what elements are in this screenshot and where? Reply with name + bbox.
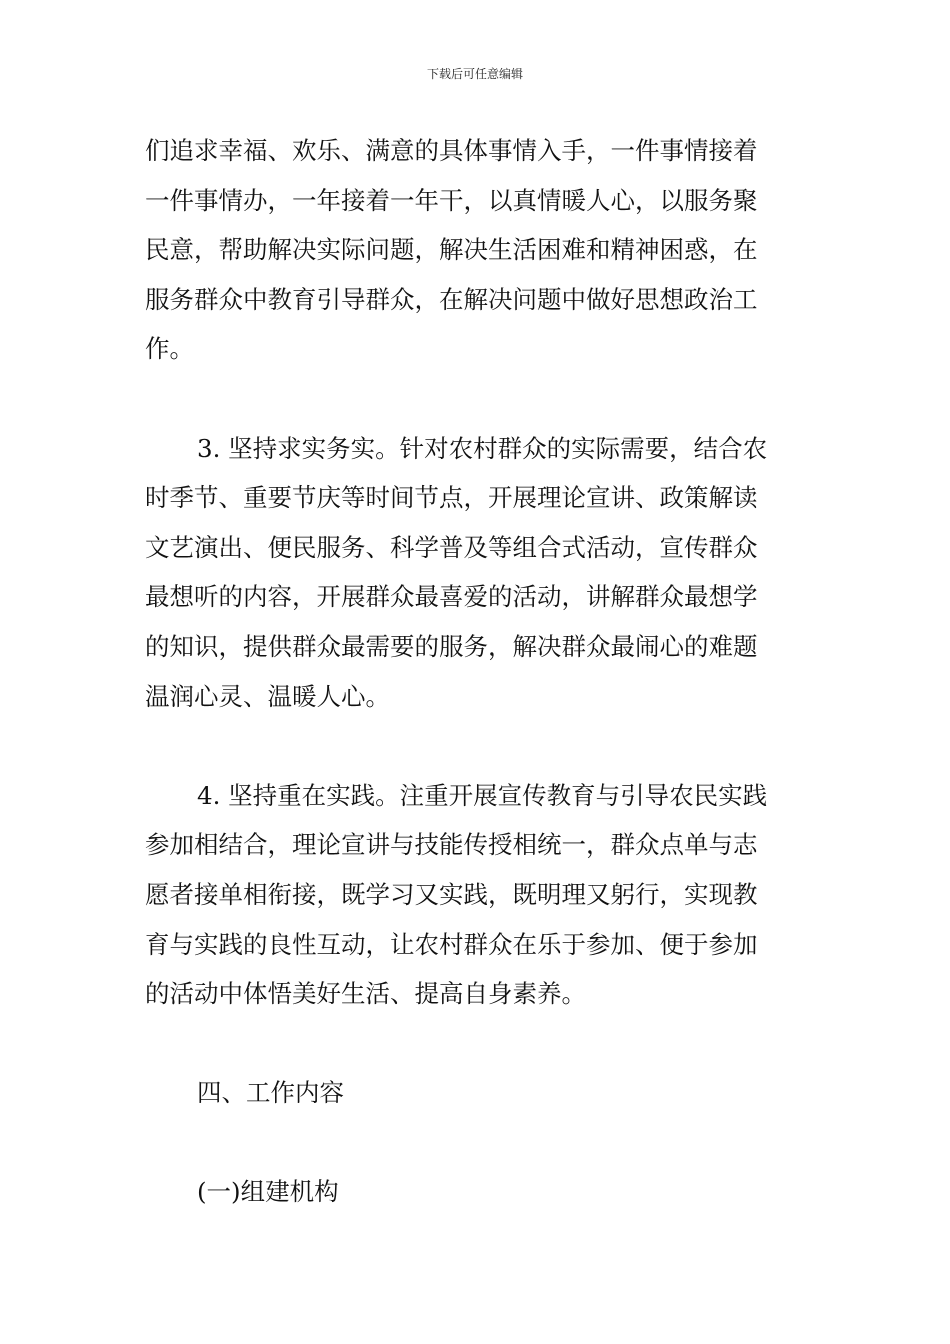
text-line: 4. 坚持重在实践。注重开展宣传教育与引导农民实践 xyxy=(197,780,768,810)
paragraph-continuation xyxy=(145,126,807,374)
paragraph-point-3 xyxy=(145,424,807,722)
text-line: 愿者接单相衔接，既学习又实践，既明理又躬行，实现教 xyxy=(145,879,758,909)
text-line: 温润心灵、温暖人心。 xyxy=(145,681,390,711)
text-line: (一)组建机构 xyxy=(197,1177,339,1207)
text-line: 参加相结合，理论宣讲与技能传授相统一，群众点单与志 xyxy=(145,830,758,860)
section-heading xyxy=(145,1068,807,1118)
text-line: 文艺演出、便民服务、科学普及等组合式活动，宣传群众 xyxy=(145,532,758,562)
text-line: 育与实践的良性互动，让农村群众在乐于参加、便于参加 xyxy=(145,929,758,959)
page-header: 下载后可任意编辑 xyxy=(426,67,523,81)
text-line: 服务群众中教育引导群众，在解决问题中做好思想政治工 xyxy=(145,284,758,314)
paragraph-point-4 xyxy=(145,771,807,1019)
text-line: 时季节、重要节庆等时间节点，开展理论宣讲、政策解读 xyxy=(145,483,758,513)
document-body xyxy=(145,126,807,1217)
text-line: 四、工作内容 xyxy=(197,1078,344,1108)
text-line: 的活动中体悟美好生活、提高自身素养。 xyxy=(145,979,586,1009)
text-line: 作。 xyxy=(145,334,194,364)
text-line: 一件事情办，一年接着一年干，以真情暖人心，以服务聚 xyxy=(145,185,758,215)
text-line: 3. 坚持求实务实。针对农村群众的实际需要，结合农 xyxy=(197,433,768,463)
text-line: 民意，帮助解决实际问题，解决生活困难和精神困惑，在 xyxy=(145,235,758,265)
text-line: 们追求幸福、欢乐、满意的具体事情入手，一件事情接着 xyxy=(145,136,758,165)
text-line: 的知识，提供群众最需要的服务，解决群众最闹心的难题 xyxy=(145,631,758,661)
text-line: 最想听的内容，开展群众最喜爱的活动，讲解群众最想学 xyxy=(145,582,758,612)
subsection-heading xyxy=(145,1167,807,1217)
